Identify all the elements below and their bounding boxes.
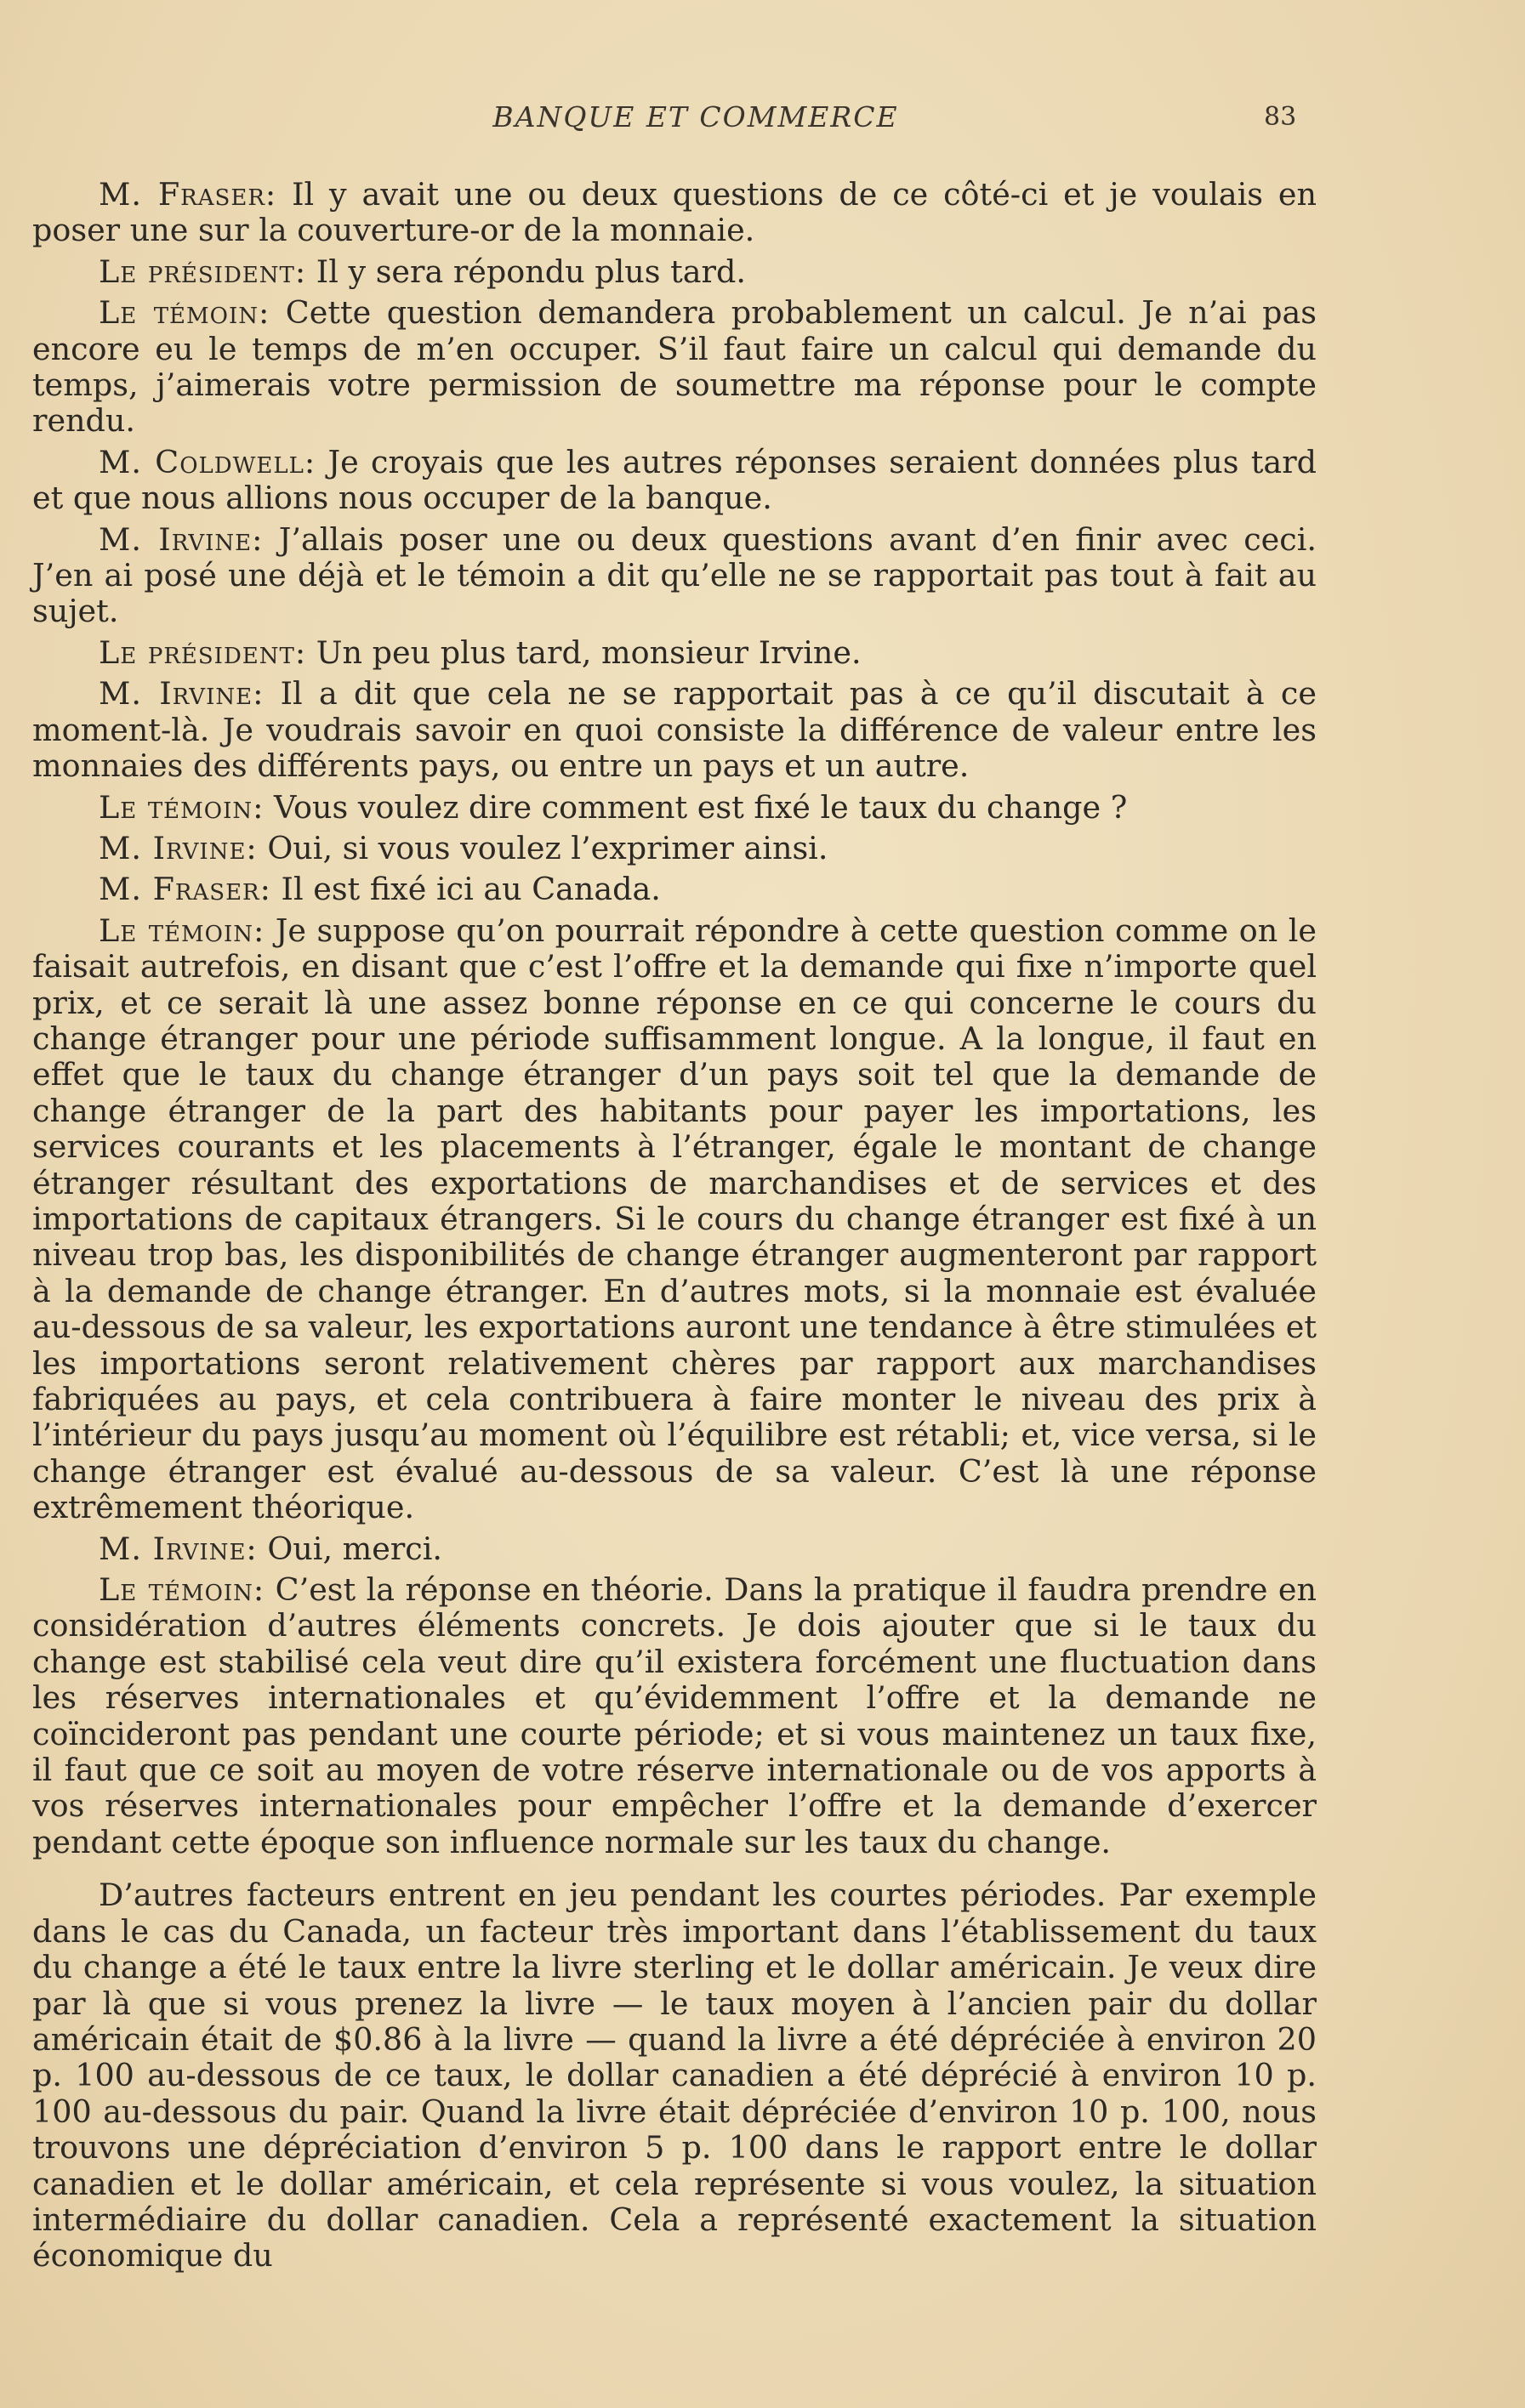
paragraph — [32, 177, 1317, 249]
paragraph — [32, 635, 1317, 671]
speaker: M. Irvine: — [99, 675, 265, 713]
speaker: M. Fraser: — [99, 871, 271, 908]
running-head: BANQUE ET COMMERCE — [492, 100, 899, 133]
speaker: Le témoin: — [99, 912, 265, 949]
paragraph — [32, 790, 1317, 826]
paragraph-text: Je croyais que les autres réponses seraient données plus tard et que nous allions nous occuper de la banque. — [32, 443, 1317, 517]
paragraph — [32, 295, 1317, 440]
speaker: M. Irvine: — [99, 520, 264, 558]
paragraph — [32, 522, 1317, 630]
speaker: Le témoin: — [99, 1571, 265, 1609]
paragraph-text: Un peu plus tard, monsieur Irvine. — [306, 633, 862, 671]
paragraph — [32, 1531, 1317, 1567]
speaker: M. Fraser: — [99, 176, 277, 213]
paragraph — [32, 1572, 1317, 1860]
speaker: Le président: — [99, 253, 307, 290]
paragraph-text: Vous voulez dire comment est fixé le taux du change ? — [264, 788, 1128, 826]
speaker: Le témoin: — [99, 294, 270, 332]
paragraph-text: Il est fixé ici au Canada. — [270, 871, 661, 908]
paragraph-text: C’est la réponse en théorie. Dans la pratique il faudra prendre en considération d’autres éléments concrets. Je dois ajouter que si le taux du change est stabilisé cela veut dire qu’il existera forcément une fluctuation dans les réserves internationales et qu’évidemment l’offre et la demande ne coïncideront pas pendant une courte période; et si vous maintenez un taux fixe, il faut que ce soit au moyen de votre réserve internationale ou de vos apports à vos réserves internationales pour empêcher l’offre et la demande d’exercer pendant cette époque son influence normale sur les taux du change. — [32, 1571, 1317, 1860]
paragraph-text: J’allais poser une ou deux questions avant d’en finir avec ceci. J’en ai posé une déjà et le témoin a dit qu’elle ne se rapportait pas tout à fait au sujet. — [32, 520, 1317, 630]
paragraph-text: D’autres facteurs entrent en jeu pendant les courtes périodes. Par exemple dans le cas du Canada, un facteur très important dans l’établissement du taux du change a été le taux entre la livre sterling et le dollar américain. Je veux dire par là que si vous prenez la livre — le taux moyen à l’ancien pair du dollar américain était de $0.86 à la livre — quand la livre a été dépréciée à environ 20 p. 100 au-dessous de ce taux, le dollar canadien a été déprécié à environ 10 p. 100 au-dessous du pair. Quand la livre était dépréciée d’environ 10 p. 100, nous trouvons une dépréciation d’environ 5 p. 100 dans le rapport entre le dollar canadien et le dollar américain, et cela représente si vous voulez, la situation intermédiaire du dollar canadien. Cela a représenté exactement la situation économique du — [32, 1877, 1317, 2275]
page-number: 83 — [1264, 102, 1297, 132]
paragraph-text: Il y sera répondu plus tard. — [306, 253, 746, 290]
speaker: M. Coldwell: — [99, 443, 316, 480]
paragraph-text: Oui, merci. — [257, 1530, 443, 1567]
speaker: Le président: — [99, 633, 307, 671]
paragraph — [32, 831, 1317, 866]
paragraph-text: Il y avait une ou deux questions de ce côté-ci et je voulais en poser une sur la couverture-or de la monnaie. — [32, 176, 1317, 249]
paragraph — [32, 872, 1317, 907]
body-text — [32, 177, 1317, 2280]
paragraph — [32, 1877, 1317, 2274]
speaker: Le témoin: — [99, 788, 265, 826]
paragraph — [32, 445, 1317, 517]
paragraph-text: Oui, si vous voulez l’exprimer ainsi. — [257, 829, 828, 866]
paragraph — [32, 254, 1317, 290]
paragraph-text: Je suppose qu’on pourrait répondre à cette question comme on le faisait autrefois, en disant que c’est l’offre et la demande qui fixe n’importe quel prix, et ce serait là une assez bonne réponse en ce qui concerne le cours du change étranger pour une période suffisamment longue. A la longue, il faut en effet que le taux du change étranger d’un pays soit tel que la demande de change étranger de la part des habitants pour payer les importations, les services courants et les placements à l’étranger, égale le montant de change étranger résultant des exportations de marchandises et de services et des importations de capitaux étrangers. Si le cours du change étranger est fixé à un niveau trop bas, les disponibilités de change étranger augmenteront par rapport à la demande de change étranger. En d’autres mots, si la monnaie est évaluée au-dessous de sa valeur, les exportations auront une tendance à être stimulées et les importations seront relativement chères par rapport aux marchandises fabriquées au pays, et cela contribuera à faire monter le niveau des prix à l’intérieur du pays jusqu’au moment où l’équilibre est rétabli; et, vice versa, si le change étranger est évalué au-dessous de sa valeur. C’est là une réponse extrêmement théorique. — [32, 912, 1317, 1526]
paragraph-text: Il a dit que cela ne se rapportait pas à ce qu’il discutait à ce moment-là. Je voudrais savoir en quoi consiste la différence de valeur entre les monnaies des différents pays, ou entre un pays et un autre. — [32, 675, 1317, 785]
speaker: M. Irvine: — [99, 1530, 258, 1567]
paragraph-text: Cette question demandera probablement un calcul. Je n’ai pas encore eu le temps de m’en occuper. S’il faut faire un calcul qui demande du temps, j’aimerais votre permission de soumettre ma réponse pour le compte rendu. — [32, 294, 1317, 440]
paragraph — [32, 913, 1317, 1526]
paragraph — [32, 676, 1317, 784]
speaker: M. Irvine: — [99, 829, 258, 866]
